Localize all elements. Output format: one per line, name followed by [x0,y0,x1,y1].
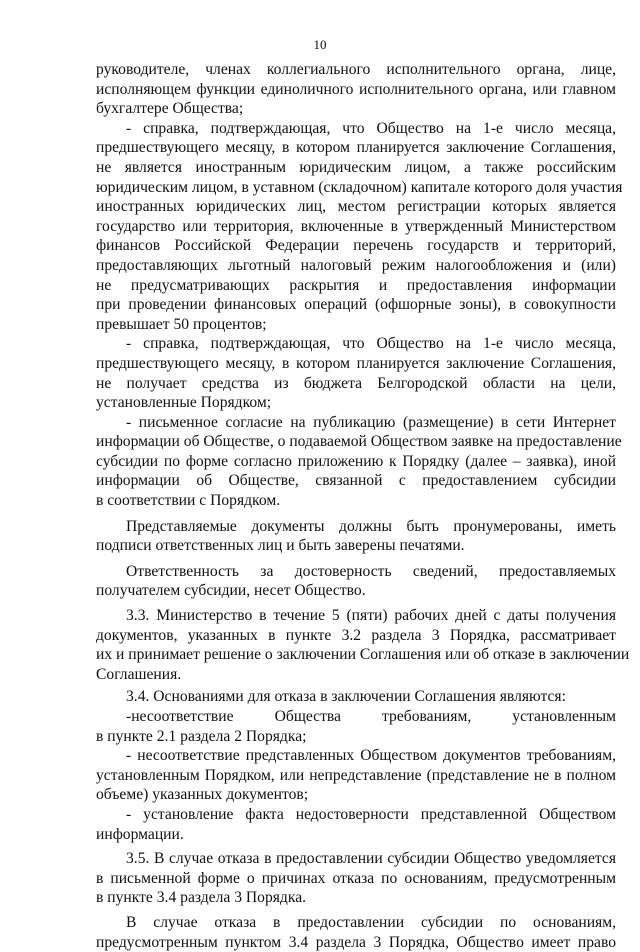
text-line: установленные Порядком; [96,394,272,412]
paragraph [96,334,616,412]
paragraph [96,119,623,335]
text-line: информации об Обществе, связанной с предоставлением субсидии [96,472,616,490]
text-line: субсидии по форме согласно приложению к Порядку (далее – заявка), иной [96,452,616,470]
text-line: бухгалтере Общества; [96,100,244,118]
paragraph [96,60,616,119]
paragraph [96,746,616,805]
paragraph [96,606,630,684]
text-line: государство или территория, включенные в утвержденный Министерством [96,217,616,235]
text-line: предшествующего месяцу, в котором планируется заключение Соглашения, [96,354,616,372]
text-line: в соответствии с Порядком. [96,492,281,510]
paragraph [96,687,616,707]
text-line: подписи ответственных лиц и быть заверены печатями. [96,537,465,555]
paragraph [96,413,622,511]
text-line: превышает 50 процентов; [96,315,267,333]
text-line: - установление факта недостоверности представленной Обществом [126,805,616,823]
text-line: исполняющем функции единоличного исполнительного органа, или главном [96,80,616,98]
text-line: 3.5. В случае отказа в предоставлении субсидии Общество уведомляется [126,850,616,868]
paragraph [96,805,616,844]
text-line: финансов Российской Федерации перечень государств и территорий, [96,237,616,255]
text-line: - справка, подтверждающая, что Общество на 1-е число месяца, [126,119,616,137]
text-line: информации об Обществе, о подаваемой Обществом заявке на предоставление [96,433,622,451]
text-line: предшествующего месяцу, в котором планируется заключение Соглашения, [96,139,616,157]
text-line: Представляемые документы должны быть пронумерованы, иметь [126,517,616,535]
document-body [96,60,630,952]
text-line: документов, указанных в пункте 3.2 раздела 3 Порядка, рассматривает [96,626,616,644]
text-line: иностранных юридических лиц, местом регистрации которых является [96,198,616,216]
text-line: 3.3. Министерство в течение 5 (пяти) рабочих дней с даты получения [126,607,616,625]
text-line: не предусматривающих раскрытия и предоставления информации [96,276,616,294]
text-line: юридическим лицом, в уставном (складочном) капитале которого доля участия [96,178,623,196]
text-line: -несоответствие Общества требованиям, установленным [126,708,616,725]
paragraph [96,849,616,908]
text-line: - письменное согласие на публикацию (размещение) в сети Интернет [126,413,616,431]
text-line: в пункте 3.4 раздела 3 Порядка. [96,889,307,907]
paragraph [96,913,616,952]
text-line: объеме) указанных документов; [96,786,309,804]
text-line: руководителе, членах коллегиального исполнительного органа, лице, [96,61,616,78]
text-line: Соглашения. [96,665,182,683]
page-number: 10 [313,37,327,52]
text-line: предусмотренным пунктом 3.4 раздела 3 Порядка, Общество имеет право [96,933,616,951]
paragraph [96,707,616,746]
text-line: в пункте 2.1 раздела 2 Порядка; [96,727,307,745]
text-line: Ответственность за достоверность сведений, предоставляемых [126,562,616,580]
paragraph [96,562,616,601]
text-line: информации. [96,825,184,843]
text-line: установленным Порядком, или непредставление (представление не в полном [96,766,616,784]
text-line: в письменной форме о причинах отказа по основаниям, предусмотренным [96,869,616,887]
text-line: не получает средства из бюджета Белгородской области на цели, [96,374,616,392]
text-line: 3.4. Основаниями для отказа в заключении Соглашения являются: [126,688,566,706]
text-line: - несоответствие представленных Обществом документов требованиям, [126,747,616,765]
text-line: В случае отказа в предоставлении субсидии по основаниям, [126,913,616,931]
text-line: не является иностранным юридическим лицом, а также российским [96,158,616,176]
text-line: их и принимает решение о заключении Соглашения или об отказе в заключении [96,646,630,664]
paragraph [96,517,616,556]
text-line: - справка, подтверждающая, что Общество на 1-е число месяца, [126,335,616,353]
text-line: предоставляющих льготный налоговый режим налогообложения и (или) [96,256,616,274]
text-line: получателем субсидии, несет Общество. [96,582,366,600]
text-line: при проведении финансовых операций (офшорные зоны), в совокупности [96,296,616,314]
